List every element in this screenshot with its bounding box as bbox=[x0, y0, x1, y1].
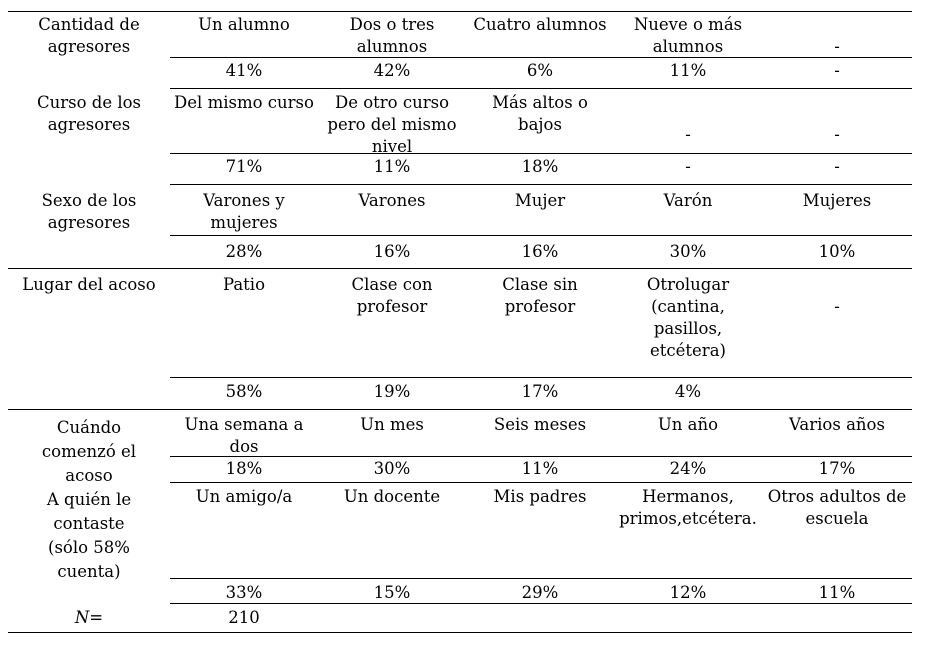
value-cell: 28% bbox=[225, 242, 263, 261]
option-cell: Varios años bbox=[789, 415, 885, 434]
rule-cuando-bottom bbox=[170, 482, 912, 483]
option-cell: Cuatro alumnos bbox=[473, 15, 607, 34]
option-cell: Varones bbox=[358, 191, 426, 210]
option-cell: Nueve o más alumnos bbox=[633, 15, 743, 56]
option-cell: Dos o tres alumnos bbox=[349, 15, 435, 56]
value-cell: - bbox=[685, 157, 691, 176]
value-cell: - bbox=[834, 157, 840, 176]
option-cell: Un alumno bbox=[198, 15, 290, 34]
value-cell: 16% bbox=[521, 242, 559, 261]
option-cell: Más altos o bajos bbox=[492, 93, 588, 134]
n-value: 210 bbox=[228, 608, 260, 627]
option-cell: Otros adultos de escuela bbox=[767, 487, 907, 528]
option-cell: - bbox=[834, 37, 840, 56]
option-cell: Un año bbox=[657, 415, 719, 434]
rule-top bbox=[8, 11, 912, 12]
value-cell: 24% bbox=[669, 459, 707, 478]
option-cell: - bbox=[685, 125, 691, 144]
option-cell: Otrolugar (cantina, pasillos, etcétera) bbox=[646, 275, 730, 360]
row-label-sexo: Sexo de los agresores bbox=[41, 191, 137, 232]
option-cell: Seis meses bbox=[493, 415, 587, 434]
value-cell: 11% bbox=[669, 61, 707, 80]
value-cell: 41% bbox=[225, 61, 263, 80]
option-cell: Un amigo/a bbox=[195, 487, 293, 506]
option-cell: Clase sin profesor bbox=[502, 275, 578, 316]
value-cell: - bbox=[834, 61, 840, 80]
option-cell: Una semana a dos bbox=[184, 415, 304, 456]
value-cell: 4% bbox=[674, 382, 702, 401]
rule-sexo-values bbox=[170, 235, 912, 236]
rule-lugar-bottom bbox=[8, 409, 912, 410]
option-cell: - bbox=[834, 297, 840, 316]
rule-curso-bottom bbox=[170, 184, 912, 185]
row-label-lugar: Lugar del acoso bbox=[22, 275, 156, 294]
option-cell: Patio bbox=[222, 275, 266, 294]
value-cell: 17% bbox=[818, 459, 856, 478]
option-cell: Un mes bbox=[360, 415, 424, 434]
rule-lugar-values bbox=[170, 377, 912, 378]
value-cell: 42% bbox=[373, 61, 411, 80]
value-cell: 19% bbox=[373, 382, 411, 401]
value-cell: 71% bbox=[225, 157, 263, 176]
row-label-cantidad: Cantidad de agresores bbox=[38, 15, 140, 56]
option-cell: De otro curso pero del mismo nivel bbox=[327, 93, 457, 156]
value-cell: 11% bbox=[818, 583, 856, 602]
value-cell: 15% bbox=[373, 583, 411, 602]
row-label-cuando: Cuándo comenzó el acoso bbox=[41, 418, 137, 485]
value-cell: 18% bbox=[225, 459, 263, 478]
option-cell: Del mismo curso bbox=[174, 93, 314, 112]
option-cell: Clase con profesor bbox=[351, 275, 433, 316]
option-cell: Varones y mujeres bbox=[203, 191, 285, 232]
option-cell: Varón bbox=[663, 191, 713, 210]
option-cell: Mis padres bbox=[493, 487, 587, 506]
value-cell: 30% bbox=[669, 242, 707, 261]
value-cell: 12% bbox=[669, 583, 707, 602]
rule-quien-values bbox=[170, 578, 912, 579]
value-cell: 18% bbox=[521, 157, 559, 176]
value-cell: 11% bbox=[521, 459, 559, 478]
value-cell: 30% bbox=[373, 459, 411, 478]
row-label-quien: A quién le contaste (sólo 58% cuenta) bbox=[46, 490, 132, 581]
value-cell: 33% bbox=[225, 583, 263, 602]
value-cell: 58% bbox=[225, 382, 263, 401]
row-label-curso: Curso de los agresores bbox=[36, 93, 142, 134]
value-cell: 10% bbox=[818, 242, 856, 261]
rule-sexo-bottom bbox=[8, 268, 912, 269]
n-label: N= bbox=[74, 608, 104, 627]
rule-bottom bbox=[8, 632, 912, 633]
rule-cantidad-bottom bbox=[170, 88, 912, 89]
value-cell: 16% bbox=[373, 242, 411, 261]
option-cell: Mujer bbox=[514, 191, 566, 210]
value-cell: 17% bbox=[521, 382, 559, 401]
value-cell: 6% bbox=[526, 61, 554, 80]
agresores-table bbox=[8, 0, 912, 646]
option-cell: Mujeres bbox=[802, 191, 872, 210]
value-cell: 11% bbox=[373, 157, 411, 176]
value-cell: 29% bbox=[521, 583, 559, 602]
option-cell: Hermanos, primos,etcétera. bbox=[619, 487, 757, 528]
option-cell: Un docente bbox=[343, 487, 441, 506]
rule-curso-values bbox=[170, 153, 912, 154]
option-cell: - bbox=[834, 125, 840, 144]
